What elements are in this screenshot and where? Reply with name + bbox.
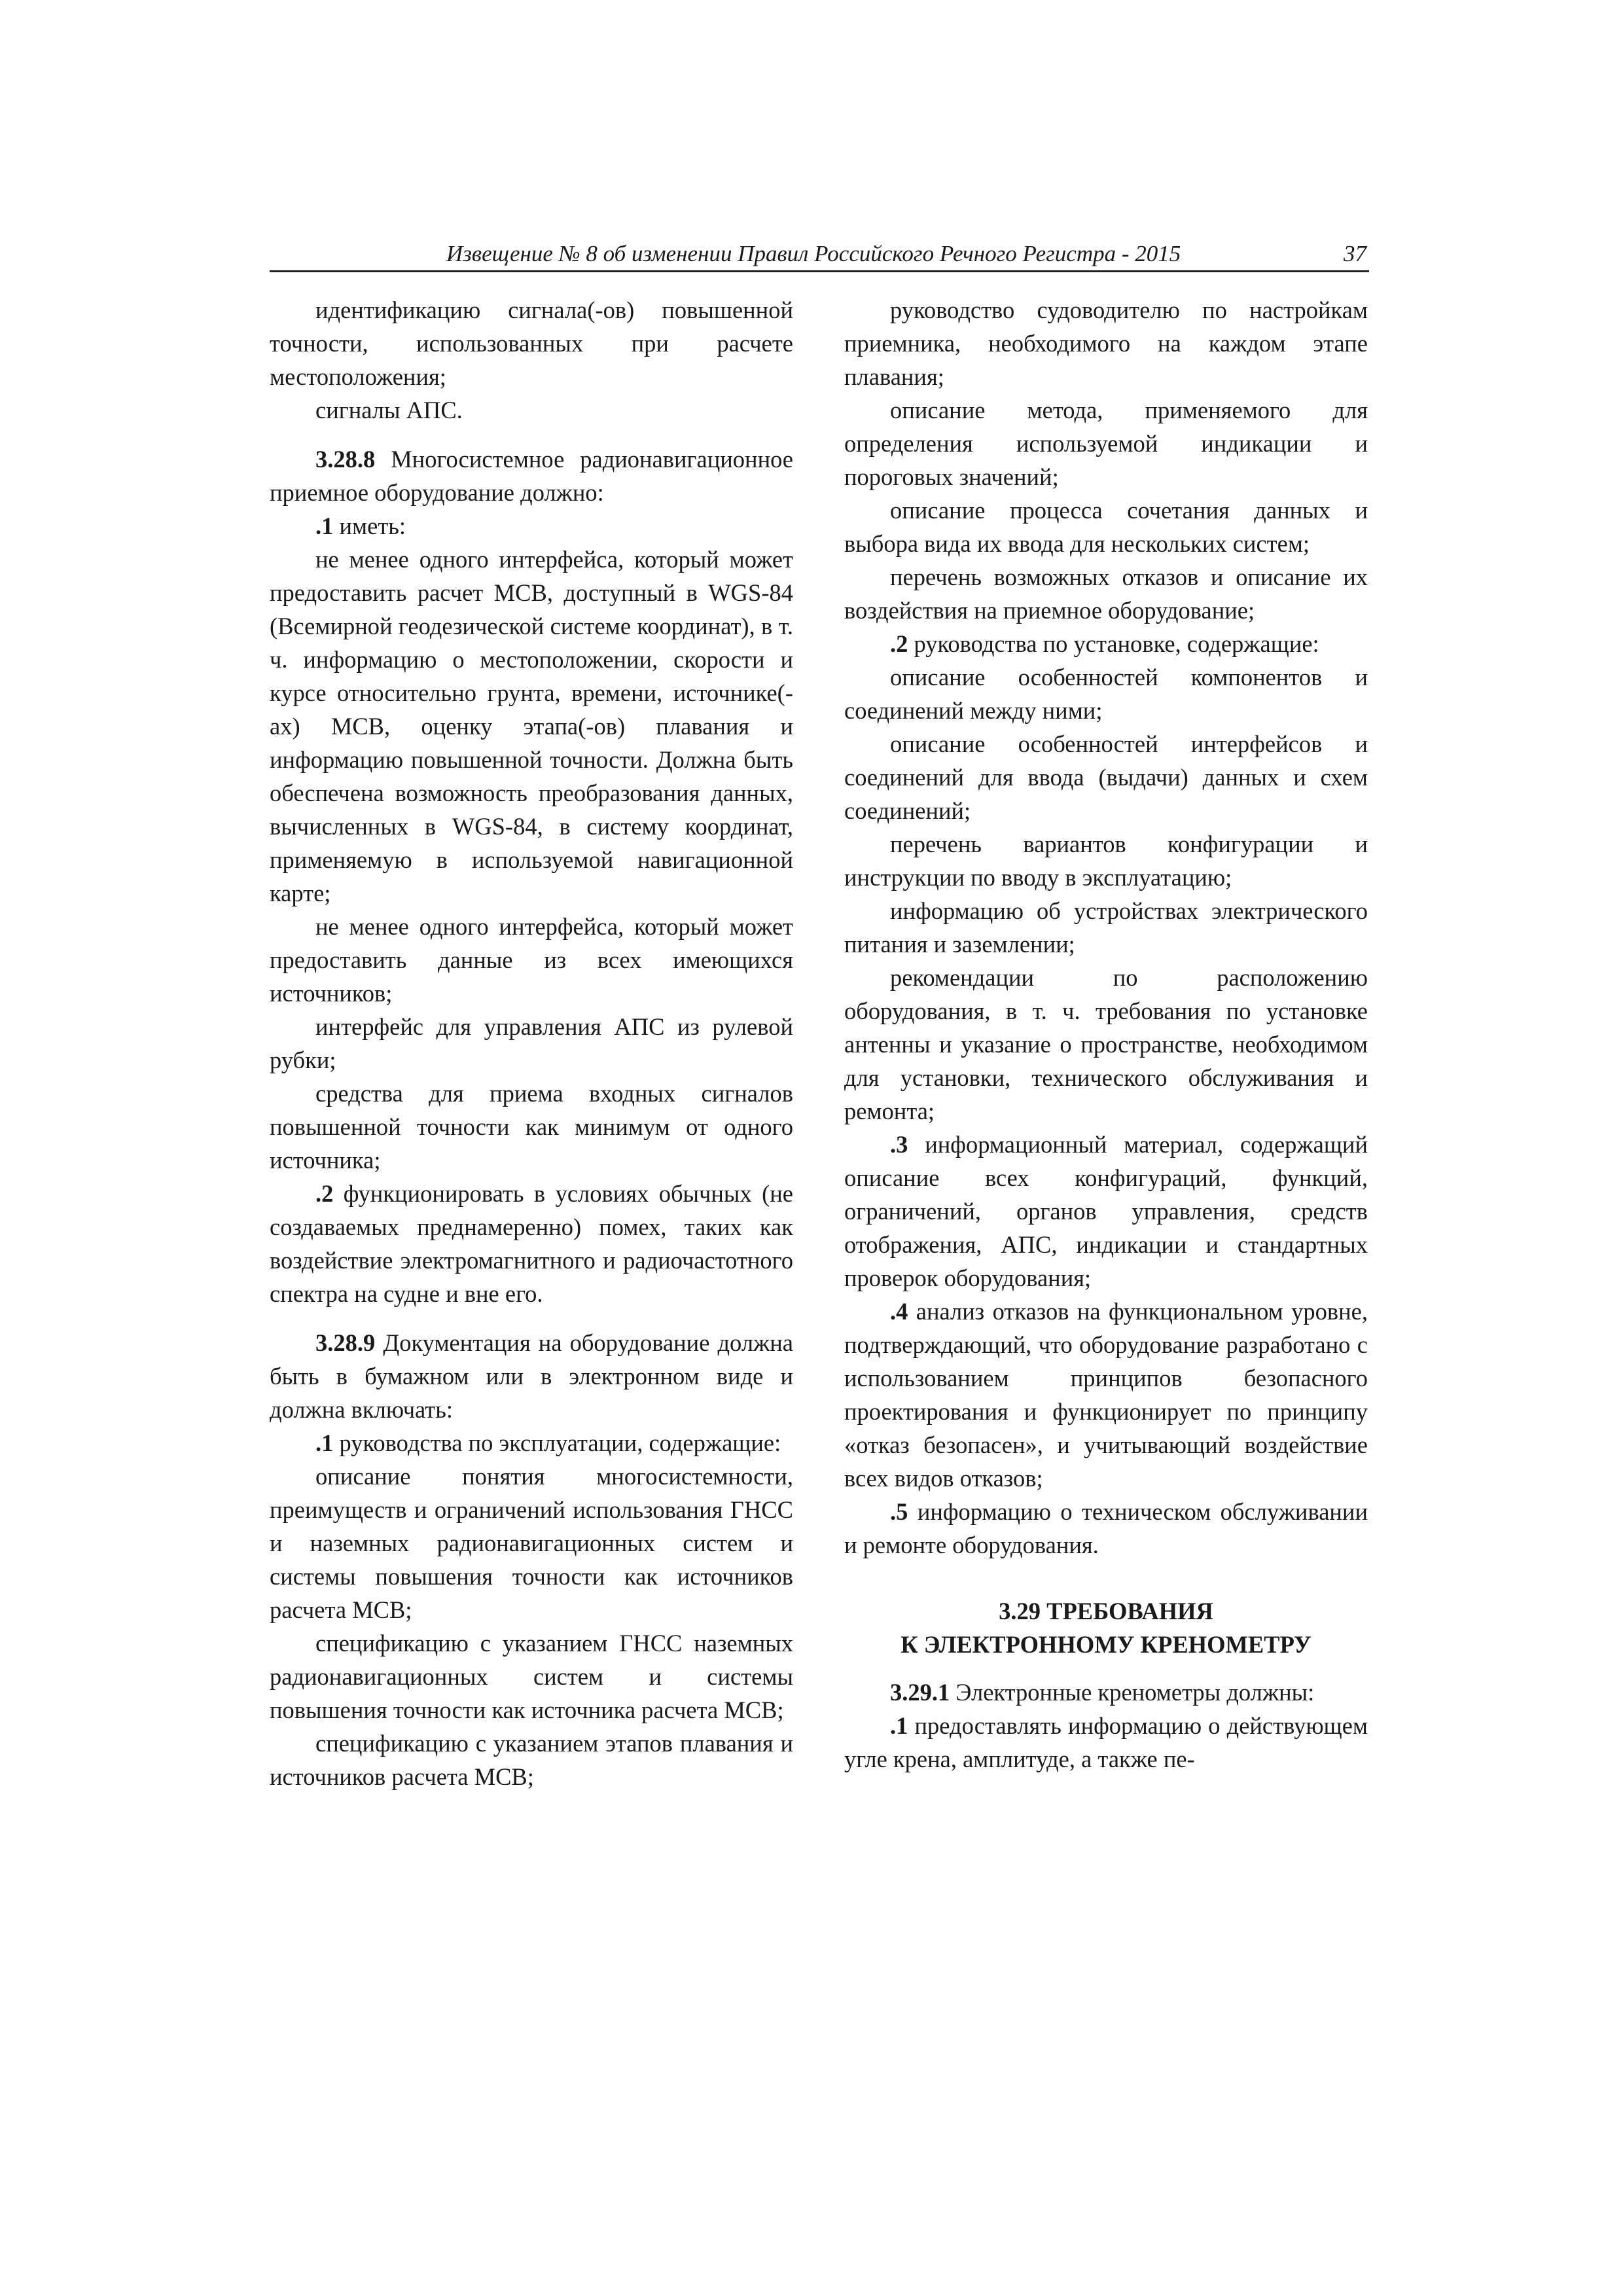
paragraph: спецификацию с указанием ГНСС наземных радионавигационных систем и системы повышения точности как источника расчета МСВ; [270,1630,793,1723]
paragraph: не менее одного интерфейса, который может предоставить данные из всех имеющихся источников; [270,913,793,1007]
subclause: .4 анализ отказов на функциональном уровне, подтверждающий, что оборудование разработано с использованием принципов безопасного проектирования и функционирует по принципу «отказ безопасен», и учитывающий воздействие всех видов отказов; [844,1298,1368,1492]
subclause: .1 предоставлять информацию о действующем угле крена, амплитуде, а также пе- [844,1712,1368,1772]
section-heading [844,1594,1368,1661]
subclause: .1 руководства по эксплуатации, содержащие: [315,1429,781,1456]
clause-number: 3.29.1 [890,1679,950,1706]
page-number: 37 [1344,241,1366,266]
clause-number: .3 [890,1131,908,1158]
clause-number: .1 [315,512,334,539]
paragraph: средства для приема входных сигналов повышенной точности как минимум от одного источника; [270,1080,793,1174]
paragraph: руководство судоводителю по настройкам приемника, необходимого на каждом этапе плавания; [844,296,1368,390]
paragraph: спецификацию с указанием этапов плавания и источников расчета МСВ; [270,1730,793,1790]
clause-number: .2 [890,630,908,657]
header-title: Извещение № 8 об изменении Правил Российского Речного Регистра - 2015 [446,241,1181,266]
paragraph: идентификацию сигнала(-ов) повышенной точности, использованных при расчете местоположения; [270,296,793,390]
clause-3-28-9: 3.28.9 Документация на оборудование должна быть в бумажном или в электронном виде и должна включать: [270,1329,793,1423]
paragraph: не менее одного интерфейса, который может предоставить расчет МСВ, доступный в WGS-84 (Всемирной геодезической системе координат), в т. ч. информацию о местоположении, скорости и курсе относительно грунта, времени, источнике(-ах) МСВ, оценку этапа(-ов) плавания и информацию повышенной точности. Должна быть обеспечена возможность преобразования данных, вычисленных в WGS-84, в систему координат, применяемую в используемой навигационной карте; [270,546,793,906]
paragraph: описание особенностей интерфейсов и соединений для ввода (выдачи) данных и схем соединений; [844,730,1368,824]
subclause: .5 информацию о техническом обслуживании и ремонте оборудования. [844,1498,1368,1558]
clause-number: 3.28.9 [315,1329,376,1356]
subclause: .2 руководства по установке, содержащие: [890,630,1319,657]
section-heading-line-2: К ЭЛЕКТРОННОМУ КРЕНОМЕТРУ [901,1631,1311,1658]
subclause: .3 информационный материал, содержащий описание всех конфигураций, функций, ограничений, органов управления, средств отображения, АПС, индикации и стандартных проверок оборудования; [844,1131,1368,1291]
clause-number: .4 [890,1298,908,1325]
clause-number: .1 [890,1712,908,1739]
subclause: .1 иметь: [315,512,406,539]
clause-number: .5 [890,1498,908,1525]
paragraph: информацию об устройствах электрического питания и заземлении; [844,897,1368,958]
right-column [844,293,1368,1776]
paragraph: описание процесса сочетания данных и выбора вида их ввода для нескольких систем; [844,497,1368,557]
paragraph: перечень вариантов конфигурации и инструкции по вводу в эксплуатацию; [844,831,1368,891]
paragraph: рекомендации по расположению оборудования, в т. ч. требования по установке антенны и указание о пространстве, необходимом для установки, технического обслуживания и ремонта; [844,964,1368,1124]
paragraph: перечень возможных отказов и описание их воздействия на приемное оборудование; [844,564,1368,624]
subclause: .2 функционировать в условиях обычных (не создаваемых преднамеренно) помех, таких как воздействие электромагнитного и радиочастотного спектра на судне и вне его. [270,1180,793,1307]
paragraph: интерфейс для управления АПС из рулевой рубки; [270,1013,793,1073]
left-column [270,293,793,1793]
paragraph: описание особенностей компонентов и соединений между ними; [844,664,1368,724]
section-heading-line-1: 3.29 ТРЕБОВАНИЯ [999,1598,1213,1624]
clause-number: .2 [315,1180,334,1207]
clause-number: 3.28.8 [315,446,376,473]
clause-3-28-8: 3.28.8 Многосистемное радионавигационное приемное оборудование должно: [270,446,793,506]
running-header [270,239,1369,272]
paragraph: описание метода, применяемого для определения используемой индикации и пороговых значений; [844,397,1368,490]
paragraph: описание понятия многосистемности, преимуществ и ограничений использования ГНСС и наземных радионавигационных систем и системы повышения точности как источников расчета МСВ; [270,1463,793,1623]
paragraph: сигналы АПС. [315,397,463,423]
clause-3-29-1: 3.29.1 Электронные кренометры должны: [890,1679,1315,1706]
clause-number: .1 [315,1429,334,1456]
